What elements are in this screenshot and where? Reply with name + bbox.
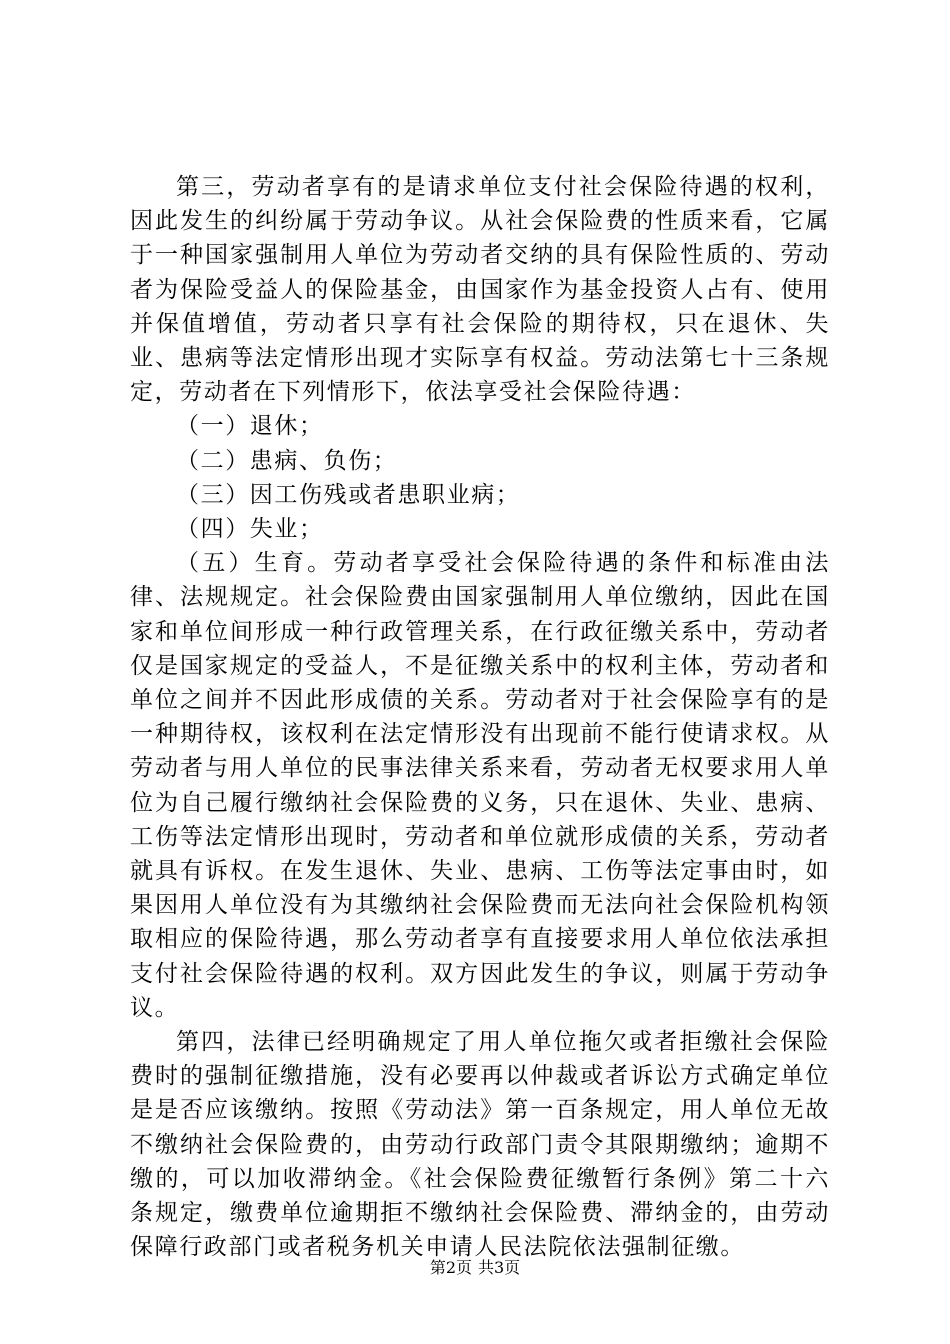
page-footer	[0, 1258, 950, 1278]
paragraph-fourth-point: 第四，法律已经明确规定了用人单位拖欠或者拒缴社会保险费时的强制征缴措施，没有必要再以仲裁或者诉讼方式确定单位是是否应该缴纳。按照《劳动法》第一百条规定，用人单位无故不缴纳社会保险费的，由劳动行政部门责令其限期缴纳；逾期不缴的，可以加收滞纳金。《社会保险费征缴暂行条例》第二十六条规定，缴费单位逾期拒不缴纳社会保险费、滞纳金的，由劳动保障行政部门或者税务机关申请人民法院依法强制征缴。	[130, 1029, 830, 1261]
list-item-work-disability: （三）因工伤残或者患职业病；	[176, 481, 521, 508]
document-body	[130, 170, 830, 1265]
page-number: 第2页	[429, 1258, 472, 1277]
paragraph-maternity: （五）生育。劳动者享受社会保险待遇的条件和标准由法律、法规规定。社会保险费由国家强制用人单位缴纳，因此在国家和单位间形成一种行政管理关系，在行政征缴关系中，劳动者仅是国家规定的受益人，不是征缴关系中的权利主体，劳动者和单位之间并不因此形成债的关系。劳动者对于社会保险享有的是一种期待权，该权利在法定情形没有出现前不能行使请求权。从劳动者与用人单位的民事法律关系来看，劳动者无权要求用人单位为自己履行缴纳社会保险费的义务，只在退休、失业、患病、工伤等法定情形出现时，劳动者和单位就形成债的关系，劳动者就具有诉权。在发生退休、失业、患病、工伤等法定事由时，如果因用人单位没有为其缴纳社会保险费而无法向社会保险机构领取相应的保险待遇，那么劳动者享有直接要求用人单位依法承担支付社会保险待遇的权利。双方因此发生的争议，则属于劳动争议。	[130, 550, 830, 1021]
page-total: 共3页	[478, 1258, 521, 1277]
list-item-unemployment: （四）失业；	[176, 516, 324, 543]
list-item-retirement: （一）退休；	[176, 413, 324, 440]
paragraph-third-point: 第三，劳动者享有的是请求单位支付社会保险待遇的权利，因此发生的纠纷属于劳动争议。从社会保险费的性质来看，它属于一种国家强制用人单位为劳动者交纳的具有保险性质的、劳动者为保险受益人的保险基金，由国家作为基金投资人占有、使用并保值增值，劳动者只享有社会保险的期待权，只在退休、失业、患病等法定情形出现才实际享有权益。劳动法第七十三条规定，劳动者在下列情形下，依法享受社会保险待遇：	[130, 174, 830, 406]
list-item-illness-injury: （二）患病、负伤；	[176, 447, 398, 474]
